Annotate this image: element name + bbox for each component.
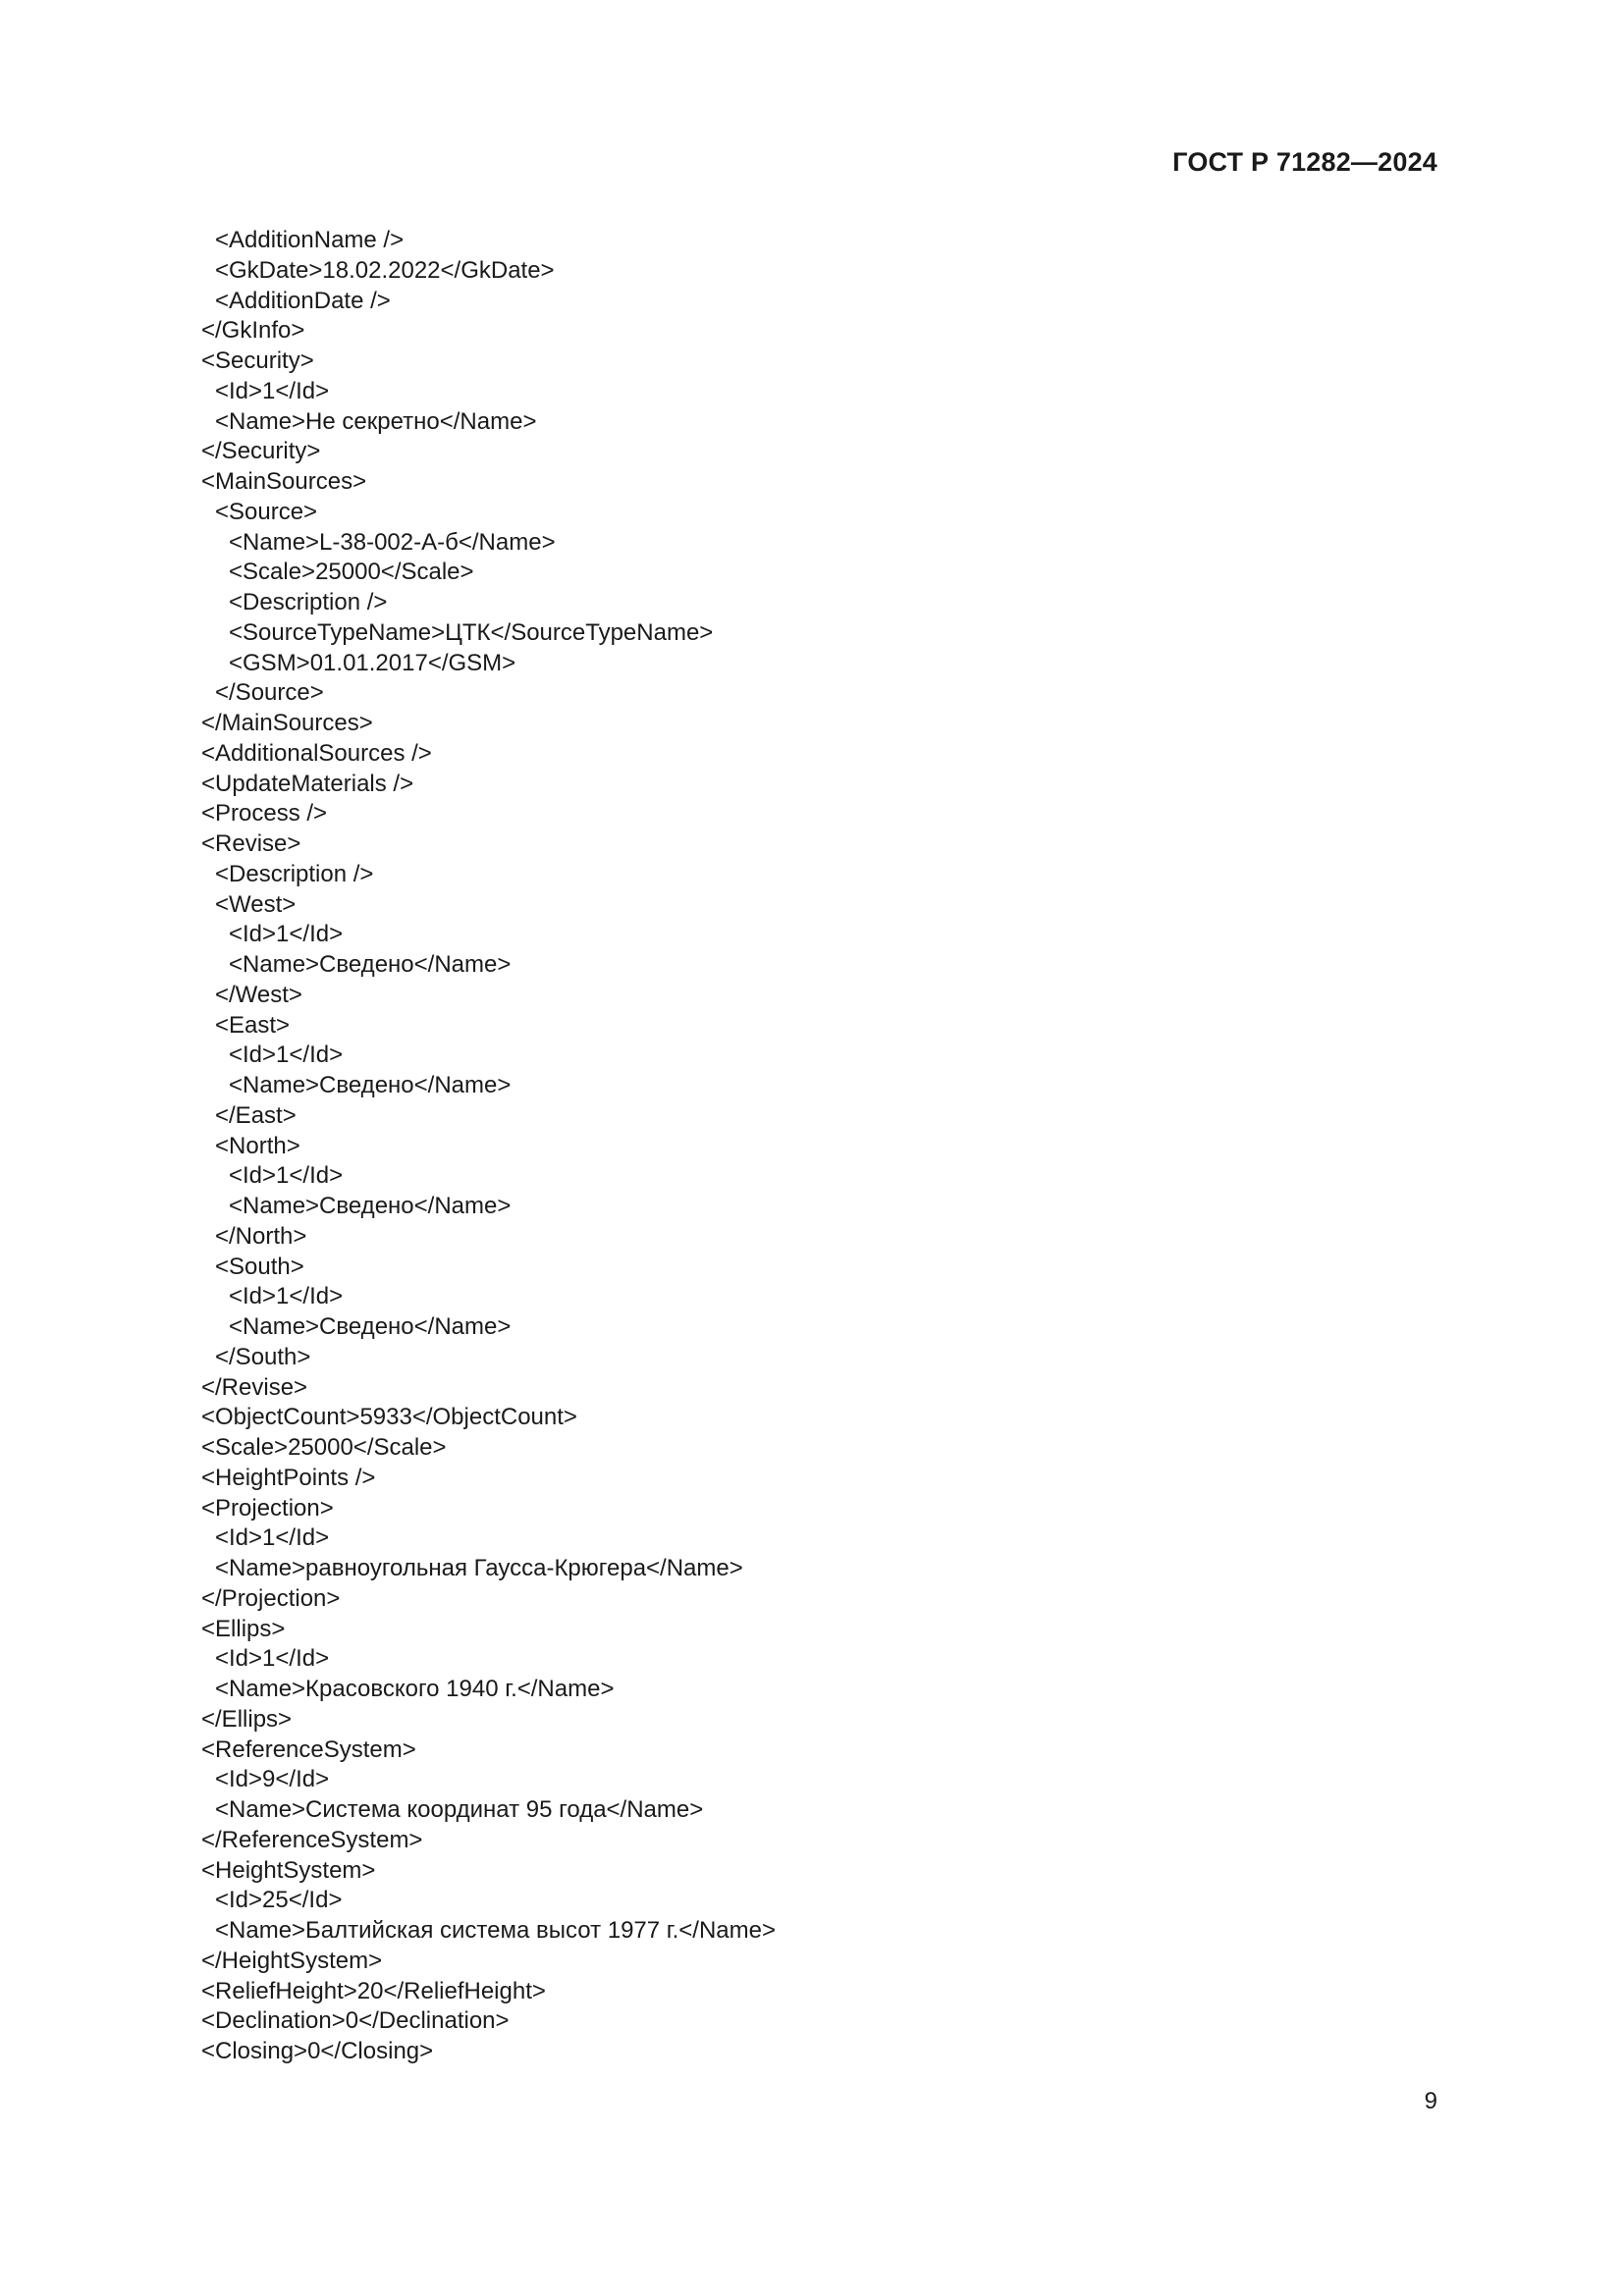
code-line: <MainSources> [201,468,367,495]
code-line: <Revise> [201,830,301,857]
code-line: <Closing>0</Closing> [201,2038,434,2064]
code-line: <Id>9</Id> [215,1766,330,1793]
xml-code-listing [201,226,776,2067]
code-line: <Id>1</Id> [229,1041,344,1069]
code-line: <Id>25</Id> [215,1887,343,1914]
code-line: <AdditionDate /> [215,287,391,314]
document-standard-code: ГОСТ Р 71282—2024 [1172,147,1437,177]
code-line: </Ellips> [201,1705,293,1733]
code-line: <Description /> [215,860,374,887]
code-line: <Name>равноугольная Гаусса-Крюгера</Name> [215,1555,743,1581]
code-line: </Projection> [201,1584,341,1612]
code-line: </ReferenceSystem> [201,1826,423,1853]
code-line: <HeightPoints /> [201,1464,376,1491]
code-line: </GkInfo> [201,317,305,345]
code-line: <Projection> [201,1494,334,1522]
code-line: <Scale>25000</Scale> [229,559,474,586]
code-line: </South> [215,1343,311,1370]
code-line: <Security> [201,347,314,374]
code-line: <Description /> [229,589,388,615]
code-line: </MainSources> [201,710,373,736]
code-line: <Name>Сведено</Name> [229,1313,512,1340]
page-number: 9 [1424,2088,1437,2114]
code-line: <ReliefHeight>20</ReliefHeight> [201,1977,546,2004]
code-line: <Name>L-38-002-А-б</Name> [229,528,556,556]
code-line: <HeightSystem> [201,1856,376,1884]
code-line: </Security> [201,438,321,465]
code-line: <Scale>25000</Scale> [201,1434,447,1461]
code-line: <Id>1</Id> [229,1283,344,1310]
code-line: <UpdateMaterials /> [201,770,414,797]
code-line: <Id>1</Id> [215,1524,330,1552]
code-line: <GkDate>18.02.2022</GkDate> [215,256,555,284]
code-line: <Id>1</Id> [229,1162,344,1190]
code-line: <Name>Сведено</Name> [229,1193,512,1219]
code-line: <SourceTypeName>ЦТК</SourceTypeName> [229,618,714,646]
code-line: <Source> [215,498,318,525]
code-line: </West> [215,981,302,1008]
code-line: <Declination>0</Declination> [201,2007,510,2035]
code-line: <West> [215,890,297,918]
code-line: <ReferenceSystem> [201,1735,416,1763]
code-line: </East> [215,1101,297,1129]
code-line: <East> [215,1011,291,1039]
code-line: <Name>Сведено</Name> [229,1072,512,1098]
code-line: <AdditionalSources /> [201,739,432,767]
code-line: <Name>Сведено</Name> [229,951,512,978]
code-line: <Ellips> [201,1615,286,1642]
code-line: <Id>1</Id> [229,921,344,948]
code-line: <Id>1</Id> [215,377,330,404]
code-line: </HeightSystem> [201,1947,383,1974]
code-line: <GSM>01.01.2017</GSM> [229,649,516,676]
code-line: <Name>Красовского 1940 г.</Name> [215,1676,615,1702]
code-line: <North> [215,1132,300,1159]
code-line: </North> [215,1222,307,1250]
code-line: <South> [215,1253,304,1280]
code-line: </Source> [215,679,324,707]
code-line: <Name>Система координат 95 года</Name> [215,1796,704,1823]
code-line: <Name>Балтийская система высот 1977 г.</Name> [215,1917,777,1944]
code-line: <AdditionName /> [215,227,405,253]
code-line: <Name>Не секретно</Name> [215,407,537,435]
code-line: <ObjectCount>5933</ObjectCount> [201,1404,577,1431]
code-line: </Revise> [201,1373,308,1401]
code-line: <Process /> [201,800,328,828]
code-line: <Id>1</Id> [215,1645,330,1673]
